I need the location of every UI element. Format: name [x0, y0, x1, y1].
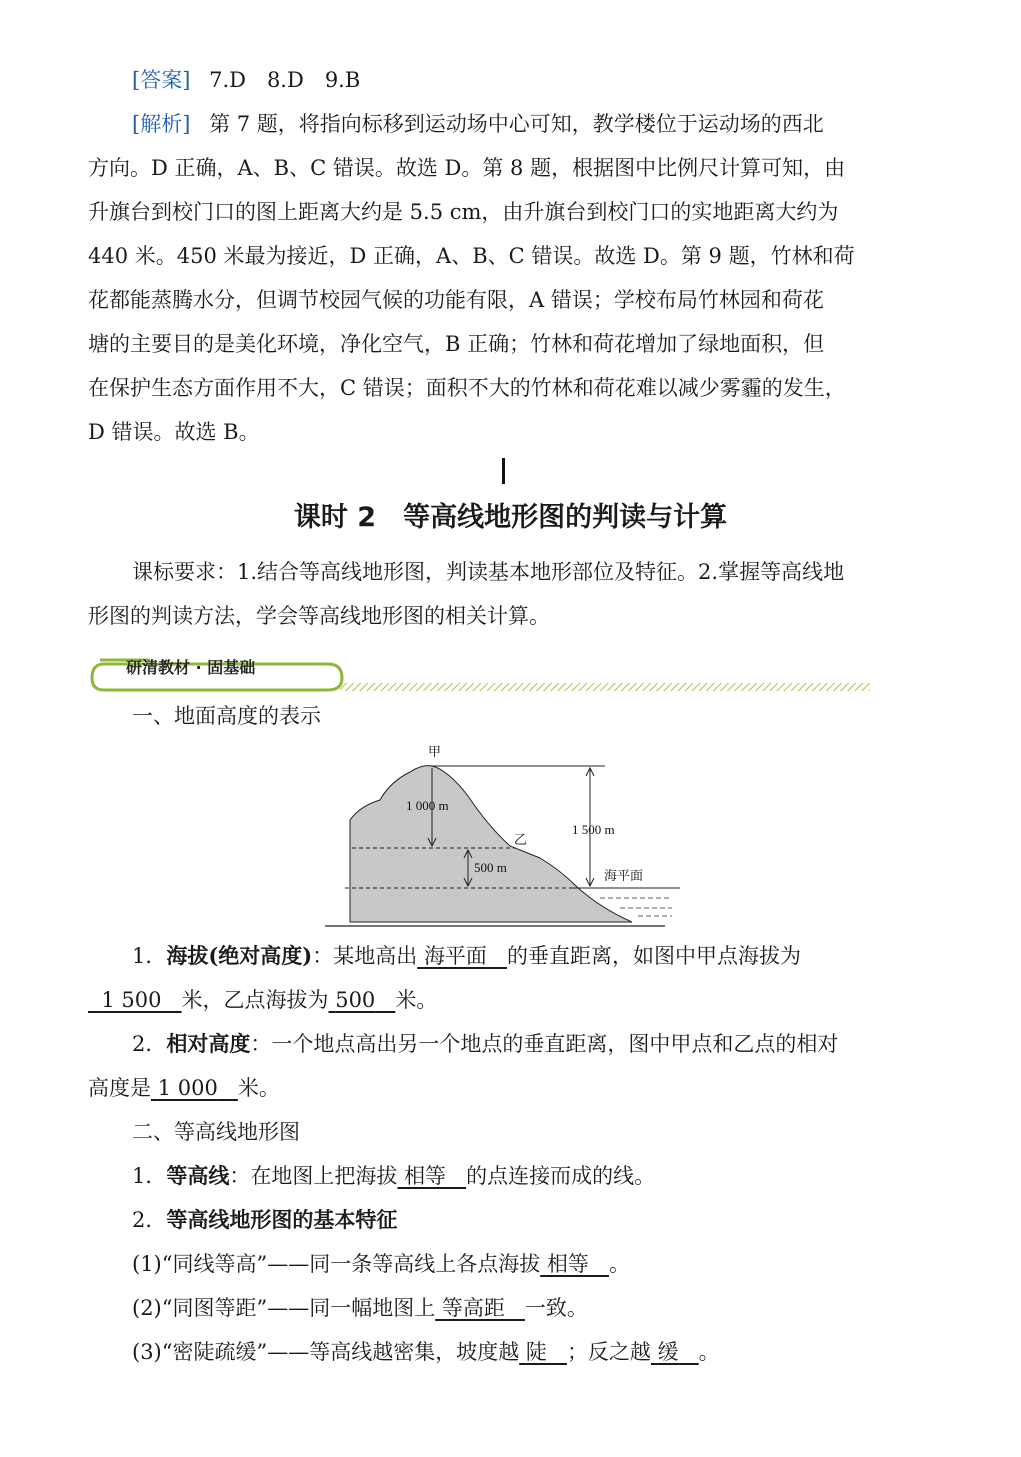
analysis-line-6: 塘的主要目的是美化环境，净化空气，B 正确；竹林和荷花增加了绿地面积，但	[88, 332, 825, 356]
feature-2-answer: 等高距	[441, 1296, 505, 1320]
analysis-line-4: 440 米。450 米最为接近，D 正确，A、B、C 错误。故选 D。第 9 题，竹林和荷	[88, 244, 855, 268]
equal-altitude-blank	[397, 1164, 466, 1188]
relative-height-label: 1 000 m	[406, 798, 449, 813]
contour-term: 等高线	[166, 1163, 230, 1188]
feature-3-middle: ；反之越	[566, 1340, 651, 1364]
peak-label: 甲	[428, 744, 442, 759]
point-altitude-blank	[329, 988, 396, 1012]
relative-term: 相对高度	[166, 1031, 251, 1056]
feature-3-suffix: 。	[698, 1340, 720, 1364]
feature-3-answer-steep: 陡	[525, 1340, 547, 1364]
analysis-line-1	[132, 102, 932, 146]
feature-2-prefix: (2)“同图等距”——同一幅地图上	[132, 1296, 436, 1320]
peak-altitude-answer: 1 500	[101, 988, 162, 1012]
lesson-title: 课时 2 等高线地形图的判读与计算	[293, 502, 728, 533]
section1-heading: 一、地面高度的表示	[132, 704, 321, 728]
analysis-line-7: 在保护生态方面作用不大，C 错误；面积不大的竹林和荷花难以减少雾霾的发生，	[88, 376, 846, 400]
altitude-text-a: ：某地高出	[312, 944, 418, 968]
feature-1-blank	[540, 1252, 609, 1276]
contour-text-a: ：在地图上把海拔	[229, 1164, 398, 1188]
relative-height-answer: 1 000	[157, 1076, 218, 1100]
standards-line-2: 形图的判读方法，学会等高线地形图的相关计算。	[88, 604, 550, 628]
altitude-item-line-1	[132, 934, 932, 978]
analysis-line-2: 方向。D 正确，A、B、C 错误。故选 D。第 8 题，根据图中比例尺计算可知，由	[88, 156, 846, 180]
feature-3-prefix: (3)“密陡疏缓”——等高线越密集，坡度越	[132, 1340, 520, 1364]
point-altitude-label: 500 m	[474, 860, 507, 875]
analysis-line-5: 花都能蒸腾水分，但调节校园气候的功能有限，A 错误；学校布局竹林园和荷花	[88, 288, 824, 312]
relative-item-line-2	[88, 1066, 888, 1110]
feature-3-line	[132, 1330, 932, 1374]
altitude-diagram	[320, 740, 700, 932]
analysis-line-8: D 错误。故选 B。	[88, 420, 260, 444]
relative-item-line-1	[132, 1022, 932, 1066]
altitude-item-line-2	[88, 978, 888, 1022]
relative-item-number: 2．	[132, 1032, 167, 1056]
altitude-text-b: 的垂直距离，如图中甲点海拔为	[506, 944, 801, 968]
contour-item-number: 1．	[132, 1164, 167, 1188]
feature-2-line	[132, 1286, 932, 1330]
peak-altitude-blank	[88, 988, 182, 1012]
altitude-text-d: 米。	[395, 988, 438, 1012]
feature-2-suffix: 一致。	[524, 1296, 588, 1320]
feature-1-prefix: (1)“同线等高”——同一条等高线上各点海拔	[132, 1252, 541, 1276]
feature-3-blank-steep	[519, 1340, 567, 1364]
section2-heading: 二、等高线地形图	[132, 1120, 300, 1144]
section-divider-mark	[502, 458, 505, 484]
point-altitude-answer: 500	[335, 988, 376, 1012]
peak-altitude-label: 1 500 m	[572, 822, 615, 837]
features-term: 等高线地形图的基本特征	[166, 1207, 398, 1232]
features-item-line	[132, 1198, 932, 1242]
altitude-item-number: 1．	[132, 944, 167, 968]
feature-3-answer-gentle: 缓	[657, 1340, 679, 1364]
feature-1-line	[132, 1242, 932, 1286]
feature-3-blank-gentle	[651, 1340, 699, 1364]
relative-text-a: ：一个地点高出另一个地点的垂直距离，图中甲点和乙点的相对	[250, 1032, 839, 1056]
analysis-line-3: 升旗台到校门口的图上距离大约是 5.5 cm，由升旗台到校门口的实地距离大约为	[88, 200, 839, 224]
relative-text-c: 米。	[237, 1076, 280, 1100]
equal-altitude-answer: 相等	[404, 1164, 447, 1188]
altitude-term: 海拔(绝对高度)	[166, 943, 313, 968]
answer-text: 7.D 8.D 9.B	[209, 68, 361, 92]
sea-level-label: 海平面	[604, 868, 644, 883]
feature-1-suffix: 。	[608, 1252, 630, 1276]
relative-height-blank	[151, 1076, 238, 1100]
features-item-number: 2．	[132, 1208, 167, 1232]
feature-2-blank	[435, 1296, 525, 1320]
standards-line-1: 课标要求：1.结合等高线地形图，判读基本地形部位及特征。2.掌握等高线地	[132, 560, 845, 584]
altitude-text-c: 米，乙点海拔为	[181, 988, 329, 1012]
sea-level-answer: 海平面	[423, 944, 487, 968]
analysis-text-1: 第 7 题，将指向标移到运动场中心可知，教学楼位于运动场的西北	[209, 112, 824, 136]
sea-level-blank	[417, 944, 507, 968]
contour-text-b: 的点连接而成的线。	[466, 1164, 656, 1188]
point-label: 乙	[514, 832, 528, 847]
relative-text-b: 高度是	[88, 1076, 151, 1100]
feature-1-answer: 相等	[546, 1252, 589, 1276]
contour-item-line	[132, 1154, 932, 1198]
analysis-label: [解析]	[132, 112, 191, 136]
banner-label: 研清教材 · 固基础	[126, 658, 256, 677]
answer-label: [答案]	[132, 68, 191, 92]
answer-line	[132, 58, 932, 102]
